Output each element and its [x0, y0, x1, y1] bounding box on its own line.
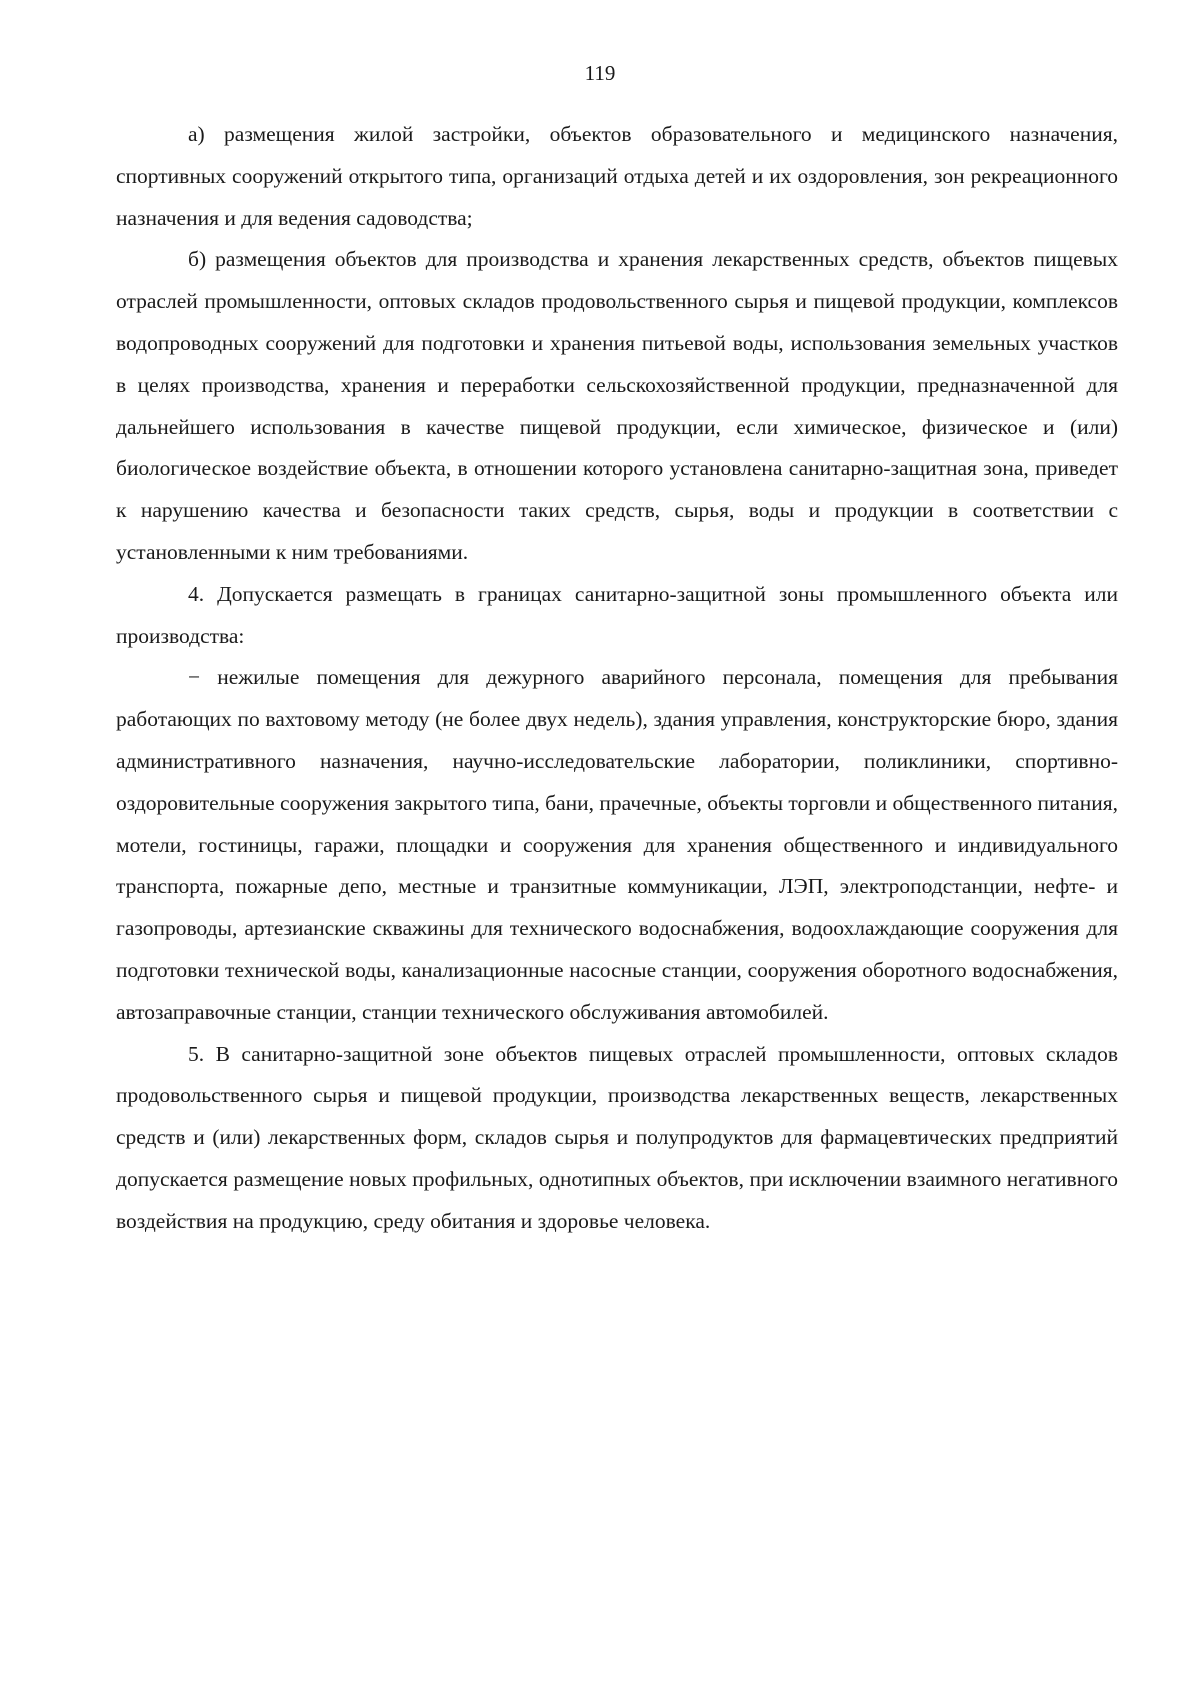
paragraph-4-allowed-placement: 4. Допускается размещать в границах санитарно-защитной зоны промышленного объекта или производства:: [116, 581, 1118, 648]
paragraph-a-residential: а) размещения жилой застройки, объектов образовательного и медицинского назначения, спортивных сооружений открытого типа, организаций отдыха детей и их оздоровления, зон рекреационного назначения и для ведения садоводства;: [116, 122, 1118, 230]
document-body: [116, 114, 1118, 1243]
page-number: 119: [584, 61, 616, 85]
paragraph-allowed-objects-list: − нежилые помещения для дежурного аварийного персонала, помещения для пребывания работающих по вахтовому методу (не более двух недель), здания управления, конструкторские бюро, здания административного назначения, научно-исследовательские лаборатории, поликлиники, спортивно-оздоровительные сооружения закрытого типа, бани, прачечные, объекты торговли и общественного питания, мотели, гостиницы, гаражи, площадки и сооружения для хранения общественного и индивидуального транспорта, пожарные депо, местные и транзитные коммуникации, ЛЭП, электроподстанции, нефте- и газопроводы, артезианские скважины для технического водоснабжения, водоохлаждающие сооружения для подготовки технической воды, канализационные насосные станции, сооружения оборотного водоснабжения, автозаправочные станции, станции технического обслуживания автомобилей.: [116, 665, 1118, 1024]
paragraph-5-food-pharma-zone: 5. В санитарно-защитной зоне объектов пищевых отраслей промышленности, оптовых складов продовольственного сырья и пищевой продукции, производства лекарственных веществ, лекарственных средств и (или) лекарственных форм, складов сырья и полупродуктов для фармацевтических предприятий допускается размещение новых профильных, однотипных объектов, при исключении взаимного негативного воздействия на продукцию, среду обитания и здоровье человека.: [116, 1041, 1118, 1233]
paragraph-b-production: б) размещения объектов для производства и хранения лекарственных средств, объектов пищевых отраслей промышленности, оптовых складов продовольственного сырья и пищевой продукции, комплексов водопроводных сооружений для подготовки и хранения питьевой воды, использования земельных участков в целях производства, хранения и переработки сельскохозяйственной продукции, предназначенной для дальнейшего использования в качестве пищевой продукции, если химическое, физическое и (или) биологическое воздействие объекта, в отношении которого установлена санитарно-защитная зона, приведет к нарушению качества и безопасности таких средств, сырья, воды и продукции в соответствии с установленными к ним требованиями.: [116, 247, 1118, 564]
